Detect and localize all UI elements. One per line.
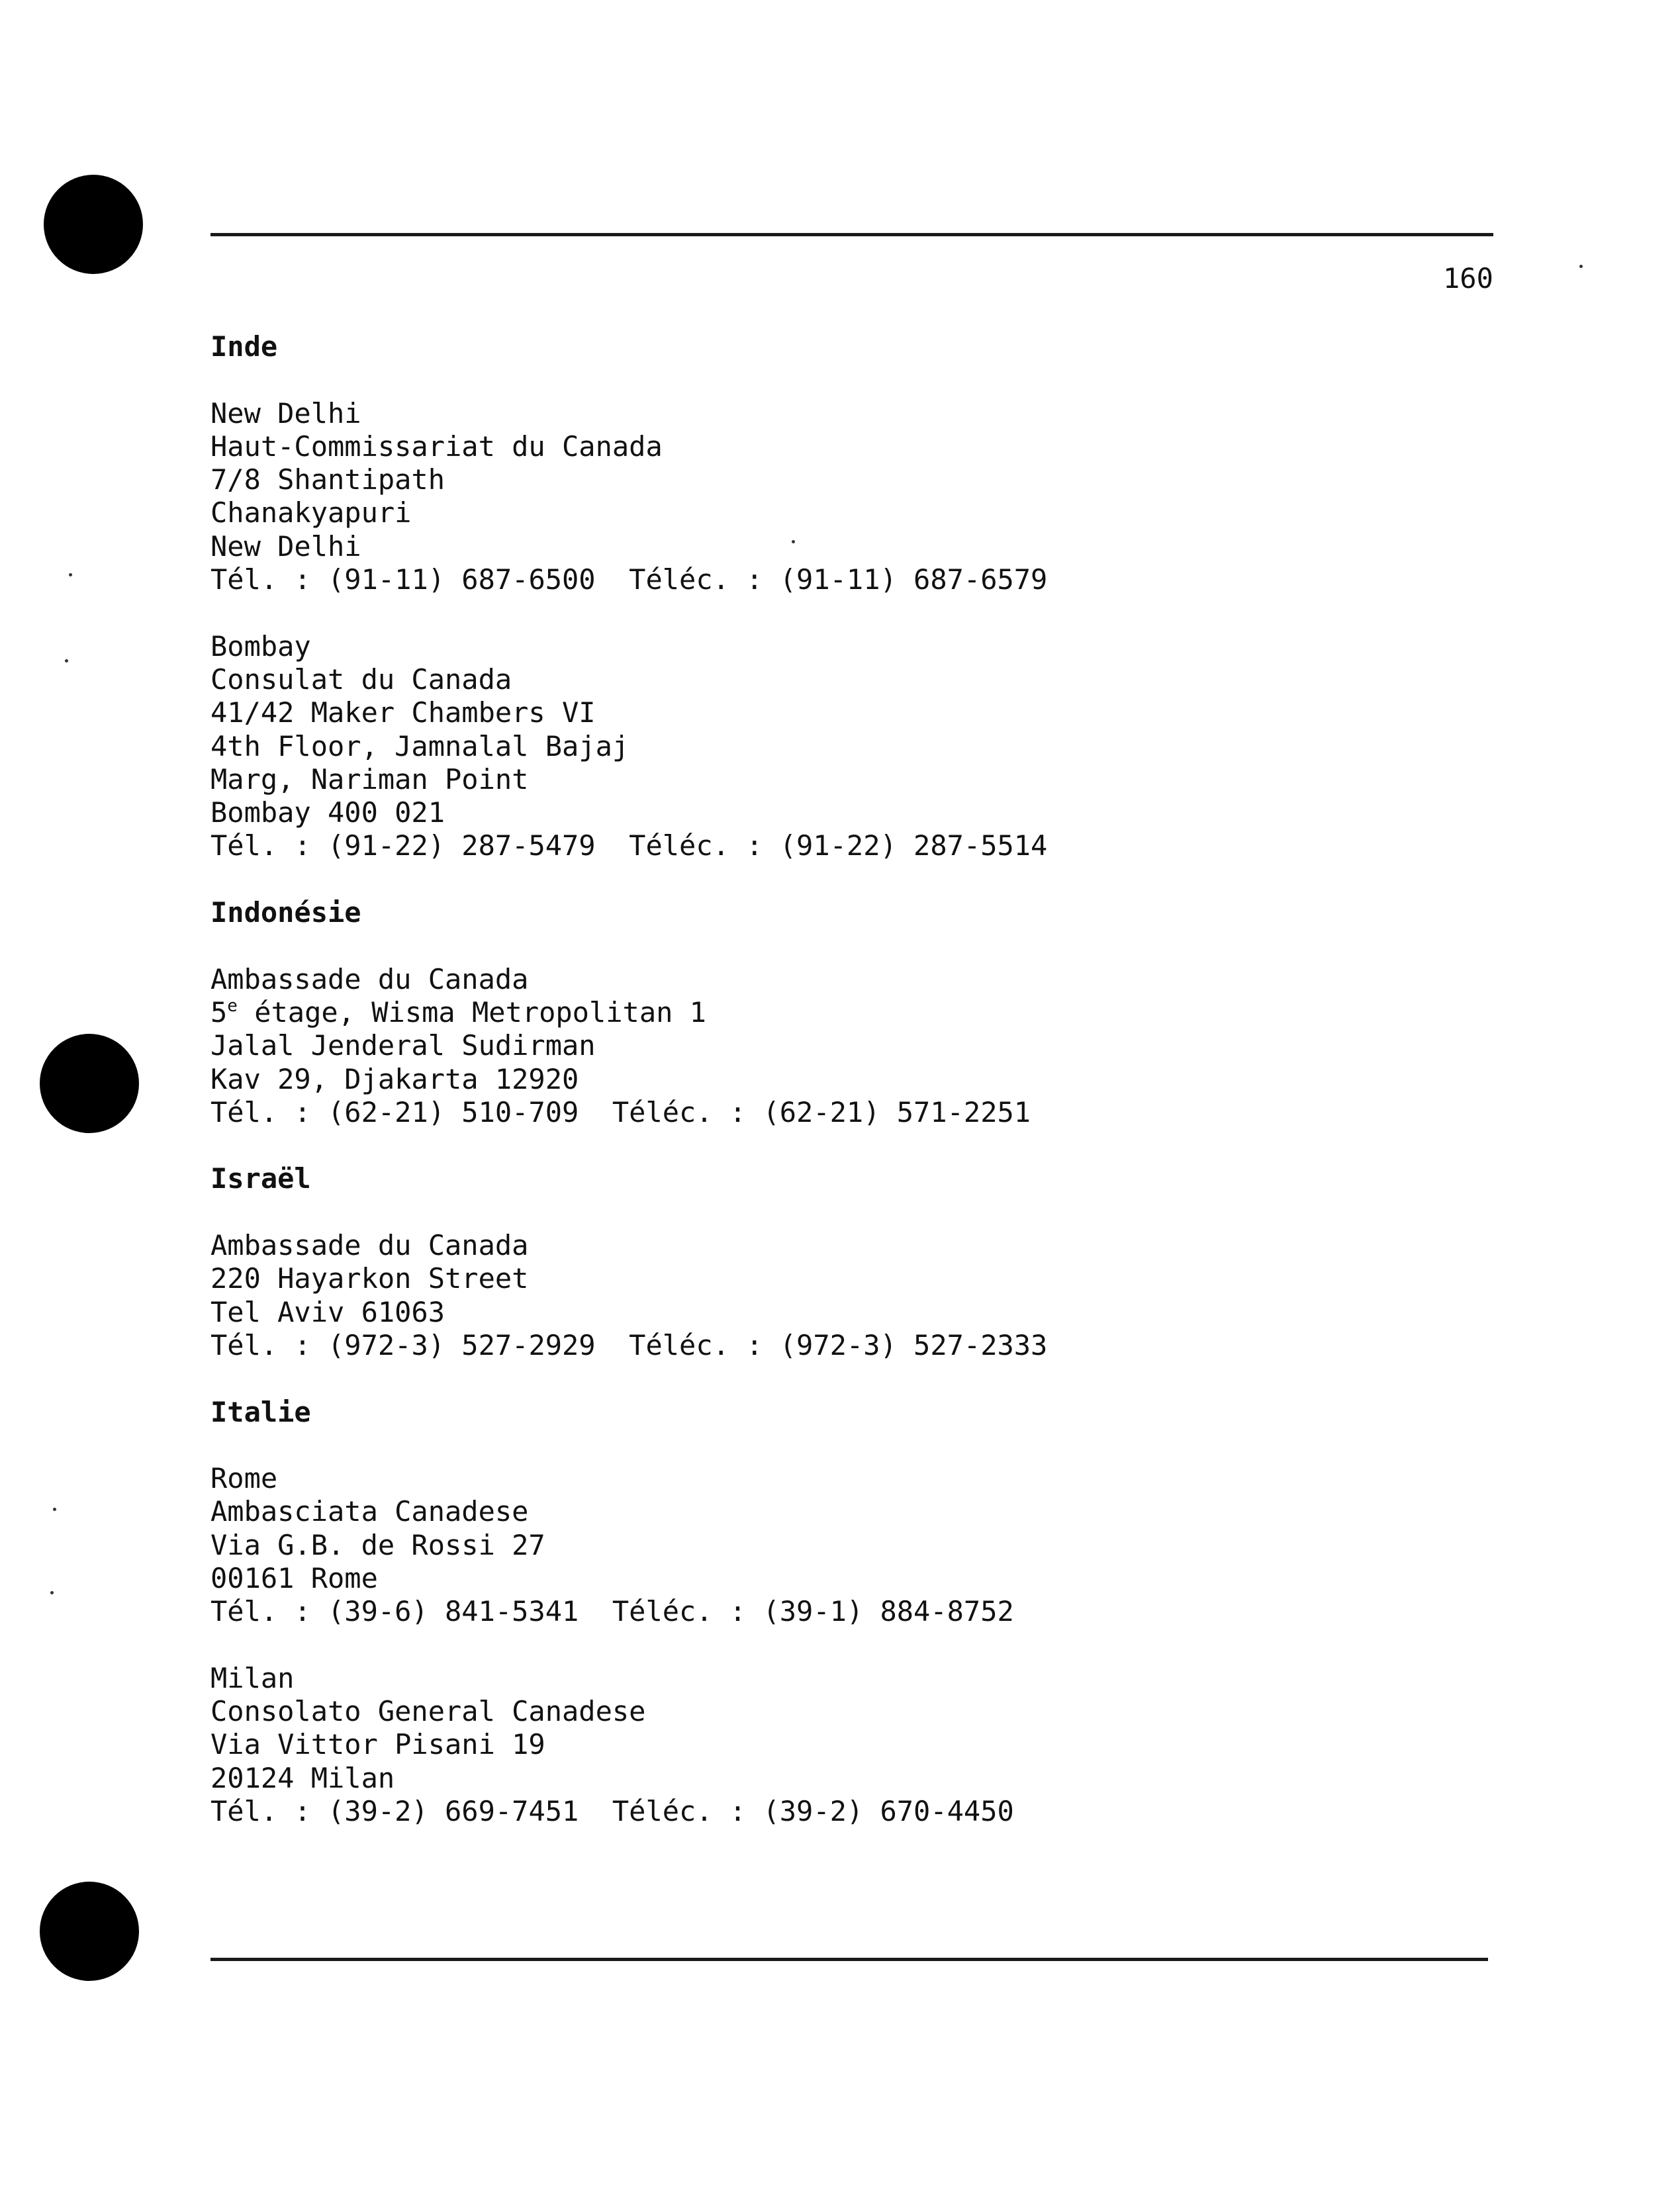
address-entry-tel-aviv xyxy=(210,1229,1534,1362)
scan-speck xyxy=(50,1591,54,1594)
fax-number: (91-11) 687-6579 xyxy=(779,563,1048,596)
address-line: Bombay xyxy=(210,629,311,663)
address-line: Rome xyxy=(210,1462,278,1495)
tel-number: (972-3) 527-2929 xyxy=(328,1328,596,1361)
address-line: 4th Floor, Jamnalal Bajaj xyxy=(210,729,630,762)
address-line: 20124 Milan xyxy=(210,1761,395,1794)
section-israel xyxy=(210,1162,1534,1362)
punch-hole-middle xyxy=(40,1034,139,1133)
fax-number: (91-22) 287-5514 xyxy=(779,829,1048,862)
scan-speck xyxy=(69,573,72,576)
tel-label: Tél. : xyxy=(210,1795,311,1828)
fax-label: Téléc. : xyxy=(629,829,763,862)
scan-speck xyxy=(53,1508,56,1511)
address-line: Tel Aviv 61063 xyxy=(210,1295,445,1328)
section-italie xyxy=(210,1396,1534,1829)
tel-number: (91-11) 687-6500 xyxy=(328,563,596,596)
address-line: 00161 Rome xyxy=(210,1561,378,1594)
address-line: Via Vittor Pisani 19 xyxy=(210,1728,545,1761)
phone-fax-line xyxy=(210,1096,1534,1129)
tel-number: (39-6) 841-5341 xyxy=(328,1595,579,1628)
address-entry-rome xyxy=(210,1462,1534,1628)
phone-fax-line xyxy=(210,1595,1534,1628)
address-line: Kav 29, Djakarta 12920 xyxy=(210,1062,579,1095)
address-line: 220 Hayarkon Street xyxy=(210,1262,529,1295)
address-line: Haut-Commissariat du Canada xyxy=(210,430,663,463)
tel-label: Tél. : xyxy=(210,563,311,596)
section-indonesie xyxy=(210,896,1534,1129)
top-rule xyxy=(210,233,1493,236)
section-heading: Inde xyxy=(210,330,278,363)
fax-number: (972-3) 527-2333 xyxy=(779,1328,1048,1361)
section-heading: Italie xyxy=(210,1395,311,1428)
fax-label: Téléc. : xyxy=(629,563,763,596)
section-heading: Indonésie xyxy=(210,896,361,929)
section-inde xyxy=(210,330,1534,863)
section-heading: Israël xyxy=(210,1162,311,1195)
scan-speck xyxy=(1579,265,1583,268)
address-line: Jalal Jenderal Sudirman xyxy=(210,1029,596,1062)
address-line: Via G.B. de Rossi 27 xyxy=(210,1528,545,1561)
tel-number: (39-2) 669-7451 xyxy=(328,1795,579,1828)
page-number: 160 xyxy=(1443,262,1493,295)
address-line: Chanakyapuri xyxy=(210,496,412,529)
punch-hole-top xyxy=(44,175,143,274)
floor-superscript: e xyxy=(227,995,238,1016)
fax-label: Téléc. : xyxy=(629,1328,763,1361)
address-line: Ambasciata Canadese xyxy=(210,1495,529,1528)
tel-number: (62-21) 510-709 xyxy=(328,1095,579,1128)
phone-fax-line xyxy=(210,1795,1534,1828)
fax-number: (39-1) 884-8752 xyxy=(763,1595,1014,1628)
address-line: New Delhi xyxy=(210,396,361,430)
address-line: Ambassade du Canada xyxy=(210,962,529,995)
address-entry-new-delhi xyxy=(210,397,1534,597)
fax-label: Téléc. : xyxy=(612,1095,747,1128)
directory-content xyxy=(210,330,1534,1862)
tel-number: (91-22) 287-5479 xyxy=(328,829,596,862)
bottom-rule xyxy=(210,1958,1488,1961)
tel-label: Tél. : xyxy=(210,829,311,862)
address-line: Bombay 400 021 xyxy=(210,796,445,829)
address-line: 7/8 Shantipath xyxy=(210,463,445,496)
address-line-floor xyxy=(210,996,1534,1029)
fax-number: (62-21) 571-2251 xyxy=(763,1095,1031,1128)
address-line: New Delhi xyxy=(210,529,361,563)
address-entry-djakarta xyxy=(210,963,1534,1129)
tel-label: Tél. : xyxy=(210,1595,311,1628)
address-line: Milan xyxy=(210,1661,295,1694)
address-entry-bombay xyxy=(210,630,1534,863)
tel-label: Tél. : xyxy=(210,1095,311,1128)
phone-fax-line xyxy=(210,829,1534,862)
phone-fax-line xyxy=(210,1329,1534,1362)
address-line: Ambassade du Canada xyxy=(210,1229,529,1262)
fax-number: (39-2) 670-4450 xyxy=(763,1795,1014,1828)
floor-number: 5 xyxy=(210,995,228,1029)
fax-label: Téléc. : xyxy=(612,1595,747,1628)
address-line: Consulat du Canada xyxy=(210,663,512,696)
address-line: Consolato General Canadese xyxy=(210,1695,646,1728)
address-entry-milan xyxy=(210,1662,1534,1828)
punch-hole-bottom xyxy=(40,1882,139,1981)
address-line: Marg, Nariman Point xyxy=(210,762,529,796)
scan-speck xyxy=(65,659,68,663)
address-line: 41/42 Maker Chambers VI xyxy=(210,696,596,729)
tel-label: Tél. : xyxy=(210,1328,311,1361)
floor-rest: étage, Wisma Metropolitan 1 xyxy=(237,995,706,1029)
phone-fax-line xyxy=(210,563,1534,596)
fax-label: Téléc. : xyxy=(612,1795,747,1828)
